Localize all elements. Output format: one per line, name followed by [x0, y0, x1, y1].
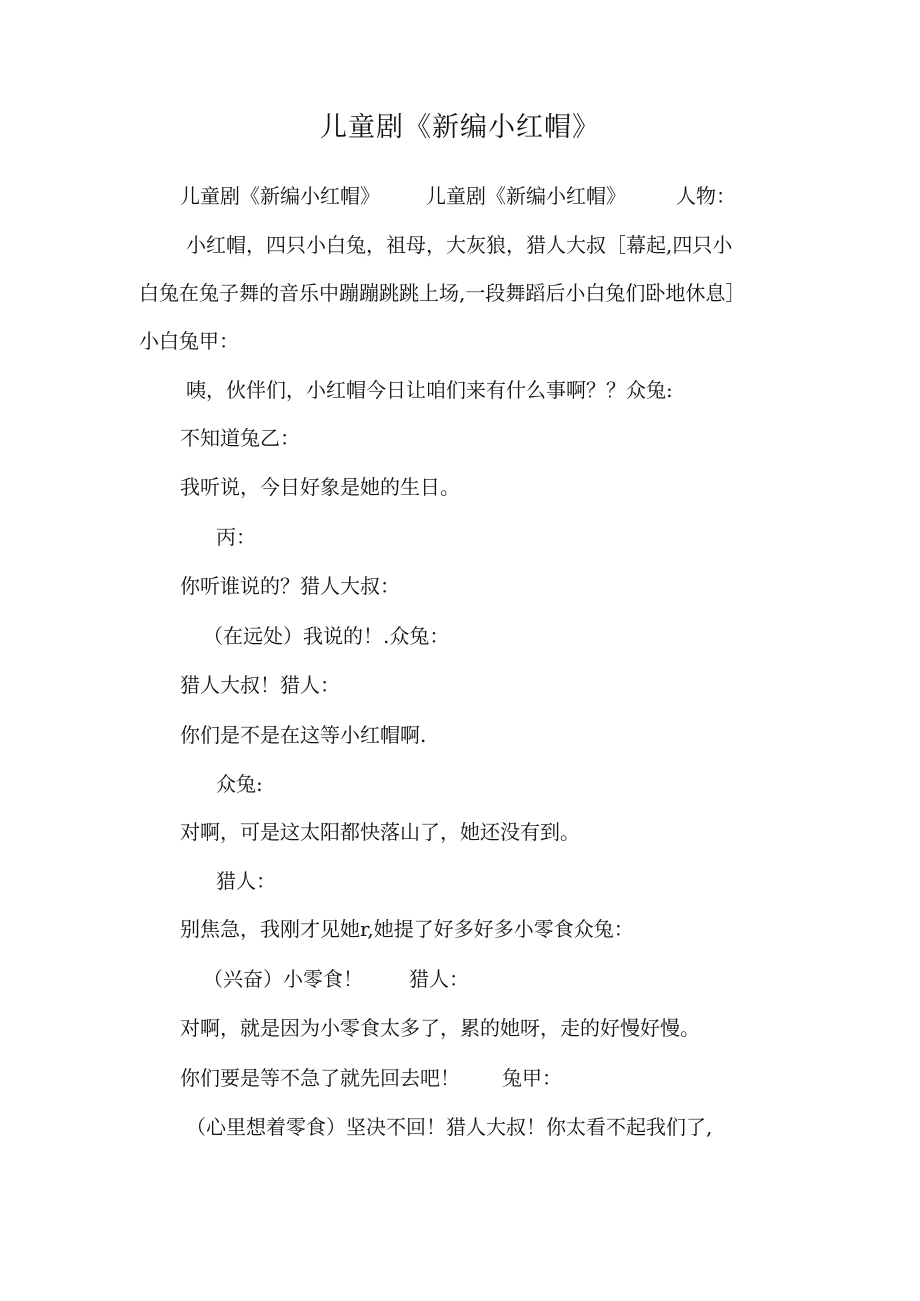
- text-line: [203, 965, 469, 993]
- text-line: 小红帽，四只小白兔，祖母，大灰狼，猎人大叔［幕起,四只小: [186, 233, 733, 257]
- text-line: 众兔:: [216, 772, 263, 796]
- text-segment: （兴奋）小零食！: [203, 967, 363, 991]
- text-line: 我听说，今日好象是她的生日。: [180, 475, 460, 499]
- text-line: 咦，伙伴们，小红帽今日让咱们来有什么事啊？？众兔:: [186, 378, 673, 402]
- text-line: 对啊，就是因为小零食太多了，累的她呀，走的好慢好慢。: [180, 1016, 700, 1040]
- text-segment: 儿童剧《新编小红帽》: [426, 184, 626, 208]
- text-line: （心里想着零食）坚决不回！猎人大叔！你太看不起我们了,: [186, 1115, 713, 1139]
- text-segment: 兔甲：: [502, 1066, 562, 1090]
- text-line: 对啊，可是这太阳都快落山了，她还没有到。: [180, 820, 580, 844]
- text-line: 小白兔甲：: [139, 329, 239, 353]
- text-line: 不知道兔乙：: [180, 426, 300, 450]
- text-segment: 猎人：: [409, 967, 469, 991]
- text-line: 猎人：: [216, 869, 276, 893]
- text-segment: 儿童剧《新编小红帽》: [180, 184, 380, 208]
- text-line: 你听谁说的？猎人大叔：: [180, 574, 400, 598]
- text-line: 丙：: [216, 525, 256, 549]
- text-line: 你们是不是在这等小红帽啊.: [180, 723, 427, 747]
- text-line: 别焦急，我刚才见她r,她提了好多好多小零食众兔：: [180, 917, 634, 941]
- text-line: （在远处）我说的！.众兔：: [203, 624, 450, 648]
- document-title: 儿童剧《新编小红帽》: [320, 112, 600, 143]
- text-line: [180, 1064, 562, 1092]
- text-segment: 人物：: [676, 184, 736, 208]
- text-line: 猎人大叔！猎人：: [180, 673, 340, 697]
- text-line: 白兔在兔子舞的音乐中蹦蹦跳跳上场,一段舞蹈后小白兔们卧地休息］: [139, 281, 746, 305]
- text-segment: 你们要是等不急了就先回去吧！: [180, 1066, 460, 1090]
- text-line: [180, 182, 736, 210]
